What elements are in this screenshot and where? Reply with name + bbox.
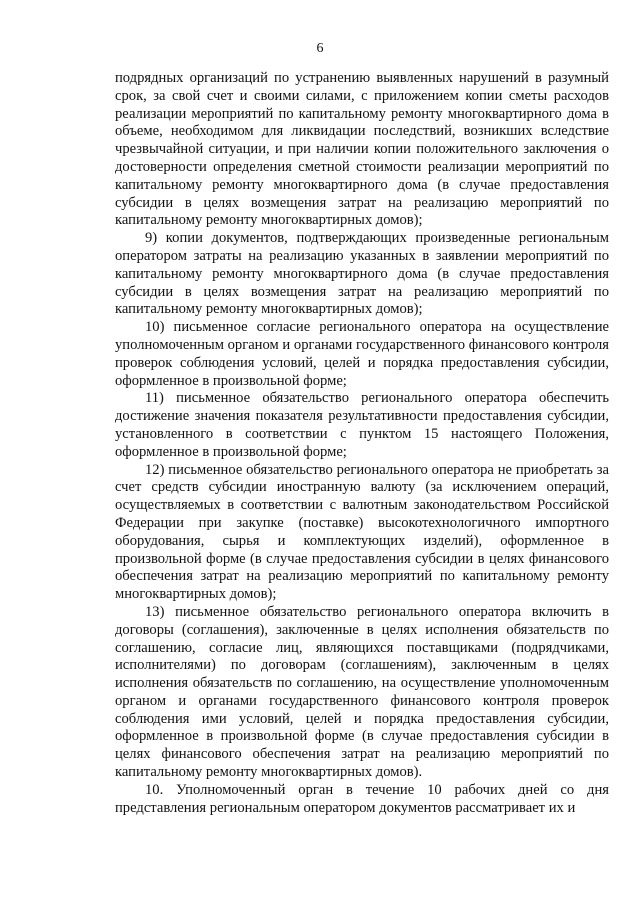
paragraph-item-11: 11) письменное обязательство регионального оператора обеспечить достижение значения показателя результативности предоставления субсидии, установленного в соответствии с пунктом 15 настоящего Положения, оформленное в произвольной форме; bbox=[115, 390, 609, 460]
paragraph-item-12: 12) письменное обязательство регионального оператора не приобретать за счет средств субсидии иностранную валюту (за исключением операций, осуществляемых в соответствии с валютным законодательством Российской Федерации при закупке (поставке) высокотехнологичного импортного оборудования, сырья и комплектующих изделий), оформленное в произвольной форме (в случае предоставления субсидии в целях финансового обеспечения затрат на реализацию мероприятий по капитальному ремонту многоквартирных домов); bbox=[115, 461, 609, 603]
paragraph-item-9: 9) копии документов, подтверждающих произведенные региональным оператором затраты на реализацию указанных в заявлении мероприятий по капитальному ремонту многоквартирного дома (в случае предоставления субсидии в целях возмещения затрат на реализацию мероприятий по капитальному ремонту многоквартирных домов); bbox=[115, 230, 609, 318]
document-body bbox=[115, 70, 609, 817]
page-number: 6 bbox=[316, 41, 324, 56]
paragraph-section-10: 10. Уполномоченный орган в течение 10 рабочих дней со дня представления региональным оператором документов рассматривает их и bbox=[115, 781, 609, 816]
paragraph-continuation: подрядных организаций по устранению выявленных нарушений в разумный срок, за свой счет и своими силами, с приложением копии сметы расходов реализации мероприятий по капитальному ремонту многоквартирного дома в объеме, необходимом для ликвидации последствий, возникших вследствие чрезвычайной ситуации, и при наличии копии положительного заключения о достоверности определения сметной стоимости реализации мероприятий по капитальному ремонту многоквартирного дома (в случае предоставления субсидии в целях возмещения затрат на реализацию мероприятий по капитальному ремонту многоквартирных домов); bbox=[115, 70, 609, 229]
paragraph-item-10: 10) письменное согласие регионального оператора на осуществление уполномоченным органом и органами государственного финансового контроля проверок соблюдения условий, целей и порядка предоставления субсидии, оформленное в произвольной форме; bbox=[115, 319, 609, 389]
paragraph-item-13: 13) письменное обязательство регионального оператора включить в договоры (соглашения), заключенные в целях исполнения обязательств по соглашению, согласие лиц, являющихся поставщиками (подрядчиками, исполнителями) по договорам (соглашениям), заключенным в целях исполнения обязательств по соглашению, на осуществление уполномоченным органом и органами государственного финансового контроля проверок соблюдения ими условий, целей и порядка предоставления субсидии, оформленное в произвольной форме (в случае предоставления субсидии в целях финансового обеспечения затрат на реализацию мероприятий по капитальному ремонту многоквартирных домов). bbox=[115, 603, 609, 781]
